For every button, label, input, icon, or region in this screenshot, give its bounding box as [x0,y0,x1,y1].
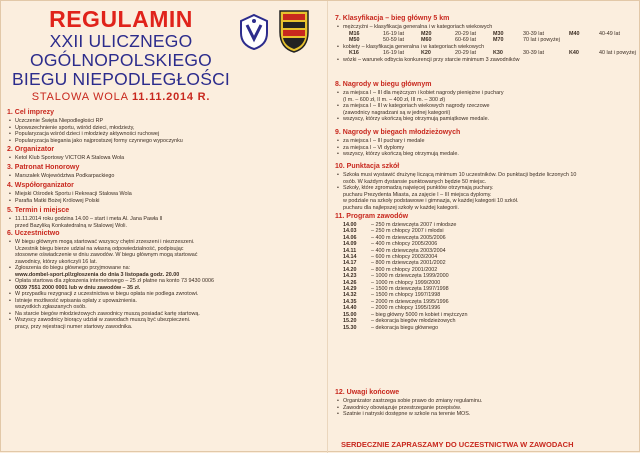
list-item-continuation: wszystkich zgłaszanych osób. [15,304,87,310]
schedule-time: 14.26 [343,279,357,286]
list-item-continuation: osób. W każdym dystansie punktowanych będzie 50 miejsc. [343,178,487,185]
section-heading: 10. Punktacja szkół [335,163,400,170]
list-item-continuation: pucharu dla najlepszej szkoły w każdej kategorii. [343,204,459,211]
section-goal [7,109,325,144]
section-final-notes [335,389,637,418]
section-heading: 7. Klasyfikacja – bieg główny 5 km [335,15,450,22]
list-item: • Popularyzacja biegania jako najprostszej formy czynnego wypoczynku [15,138,325,145]
section-school-scoring [335,163,637,211]
list-item: • W biegu głównym mogą startować wszyscy chętni zrzeszeni i niezrzeszeni. [15,239,325,246]
subtitle-line-3: BIEGU NIEPODLEGŁOŚCI [12,69,230,89]
schedule-time: 14.29 [343,286,357,293]
schedule-event: – 250 m chłopcy 2007 i młodsi [371,228,444,235]
list-item: • 11.11.2014 roku godzina 14.00 – start i meta Al. Jana Pawła II [15,216,325,223]
list-item: • wszyscy, którzy ukończą bieg otrzymują medale. [343,151,637,158]
city-coat-of-arms-icon [277,8,311,54]
schedule-event: – 2000 m dziewczęta 1995/1996 [371,298,449,305]
schedule-event: – 2000 m chłopcy 1995/1996 [371,305,441,312]
schedule-time: 14.09 [343,241,357,248]
schedule-time: 14.35 [343,298,357,305]
club-emblem-icon [239,13,269,51]
section-schedule [335,213,637,331]
category-row: K16 16-19 lat K20 20-29 lat K30 30-39 lat K40 40 lat i powyżej [349,50,636,56]
list-item: • Szkoły, które zgromadzą najwięcej punktów otrzymają puchary. [343,185,637,192]
place-date [1,91,241,103]
list-item: • Ketol Klub Sportowy VICTOR A Stalowa Wola [15,155,325,162]
list-item-continuation: (zawodnicy nagradzani są w jednej kategorii) [343,109,451,116]
list-item: • Organizator zastrzega sobie prawo do zmiany regulaminu. [343,398,637,405]
place: STALOWA WOLA [31,91,129,103]
list-item: • wszyscy, którzy ukończą bieg otrzymują pamiątkowe medale. [343,116,637,123]
section-main-prizes [335,81,637,123]
section-heading: 4. Współorganizator [7,182,74,189]
schedule-event: – 1500 m dziewczęta 1997/1998 [371,286,449,293]
list-item: • Wszyscy zawodnicy biorący udział w zawodach muszą być ubezpieczeni. [15,317,325,324]
schedule-event: – 1000 m chłopcy 1999/2000 [371,279,441,286]
list-item: • za miejsca I – VI dyplomy [343,145,637,152]
page-title: REGULAMIN [49,6,193,32]
section-classification [335,15,637,63]
schedule-event: – dekoracja biegów młodzieżowych [371,318,456,325]
list-item: • Zgłoszenia do biegu głównego przyjmowane na: [15,265,325,272]
category-row: M50 50-59 lat M60 60-69 lat M70 70 lat i powyżej [349,37,560,43]
subtitle-line-1: XXII ULICZNEGO [49,31,193,51]
section-heading: 3. Patronat Honorowy [7,164,80,171]
schedule-event: – 1500 m chłopcy 1997/1998 [371,292,441,299]
section-co-organizer [7,182,325,204]
section-heading: 1. Cel imprezy [7,109,55,116]
list-item: • Szatnie i natryski dostępne w szkole na terenie MOS. [343,411,637,418]
list-item-continuation: przed Bazyliką Konkatedralną w Stalowej Woli. [15,222,127,229]
schedule-event: – bieg główny 5000 m kobiet i mężczyzn [371,311,468,318]
list-item: • za miejsca I – III w kategoriach wiekowych nagrody rzeczowe [343,103,637,110]
schedule-time: 14.20 [343,266,357,273]
list-item-continuation: www.dombel-sport.pl/zgłoszenia do dnia 3 listopada godz. 20.00 [15,271,180,278]
list-item: • Opłata startowa dla zgłoszenia internetowego – 25 zł płatne na konto 73 9430 0006 [15,278,325,285]
list-item-continuation: stosowne oświadczenie w dniu zawodów. W biegu głównym mogą startować [15,252,198,258]
list-item-continuation: pucharu Prezydenta Miasta, za zajęcie I – III miejsca dyplomy. [343,191,492,198]
schedule-event: – dekoracja biegu głównego [371,324,439,331]
list-item: • Marszałek Województwa Podkarpackiego [15,173,325,180]
section-participation [7,230,325,330]
schedule-time: 15.20 [343,318,357,325]
schedule-time: 14.11 [343,247,357,254]
list-item: • Istnieje możliwość wpisania opłaty z upoważnienia. [15,298,325,305]
list-item: • kobiety – klasyfikacja generalna i w kategoriach wiekowych [343,44,637,51]
schedule-event: – 1000 m dziewczęta 1999/2000 [371,273,449,280]
list-item-continuation: 0039 7551 2000 0001 lub w dniu zawodów – 35 zł. [15,284,141,291]
list-item: • Popularyzacja wśród dzieci i młodzieży aktywności ruchowej [15,131,325,138]
section-organizer [7,146,325,162]
schedule-event: – 250 m dziewczęta 2007 i młodsze [371,222,457,228]
schedule-time: 15.00 [343,311,357,318]
list-item: • Szkoła musi wystawić drużynę liczącą minimum 10 uczestników. Do punktacji będzie liczonych 10 [343,172,637,179]
list-item: • wózki – warunek odbycia konkurencji przy starcie minimum 3 zawodników [343,57,637,64]
list-item-continuation: zawodnicy, którzy ukończyli 16 lat. [15,258,97,265]
list-item: • za miejsca I – III dla mężczyzn i kobiet nagrody pieniężne i puchary [343,90,637,97]
list-item-continuation: pracy, przy rejestracji numer startowy zawodnika. [15,323,133,330]
list-item: • za miejsca I – III puchary i medale [343,138,637,145]
section-heading: 6. Uczestnictwo [7,230,60,237]
schedule-time: 14.14 [343,254,357,261]
category-row: M16 16-19 lat M20 20-29 lat M30 30-39 lat M40 40-49 lat [349,30,620,37]
schedule-event: – 400 m dziewczęta 2003/2004 [371,247,446,254]
list-item: • Uczczenie Święta Niepodległości RP [15,118,325,125]
list-item: • Zawodnicy obowiązuje przestrzeganie przepisów. [343,405,637,412]
section-heading: 11. Program zawodów [335,213,409,220]
list-item: • W przypadku rezygnacji z uczestnictwa w biegu opłata nie podlega zwrotowi. [15,291,325,298]
section-date-place [7,207,325,229]
section-patronage [7,164,325,180]
schedule-list [335,222,637,331]
schedule-row [343,325,637,331]
list-item: • Na starcie biegów młodzieżowych zawodnicy muszą posiadać kartę startową. [15,311,325,318]
section-heading: 2. Organizator [7,146,55,153]
invitation-footer: SERDECZNIE ZAPRASZAMY DO UCZESTNICTWA W ZAWODACH [341,440,574,449]
schedule-time: 14.06 [343,234,357,241]
fold-line [327,1,328,453]
list-item-continuation: Uczestnik biegu bierze udział na własną odpowiedzialność, podpisując [15,245,184,252]
section-heading: 12. Uwagi końcowe [335,389,400,396]
schedule-time: 14.32 [343,292,357,299]
list-item: • Parafia Matki Bożej Królowej Polski [15,198,325,205]
date: 11.11.2014 R. [131,91,211,103]
list-item: • Miejski Ośrodek Sportu i Rekreacji Stalowa Wola [15,191,325,198]
schedule-time: 14.03 [343,228,357,235]
list-item-continuation: w podziale na szkoły podstawowe i gimnazja, w każdej kategorii 10 szkół. [343,198,519,204]
schedule-event: – 800 m dziewczęta 2001/2002 [371,260,446,267]
list-item-continuation: (I m. – 600 zł, II m. – 400 zł, III m. – 300 zł) [343,96,446,103]
section-heading: 8. Nagrody w biegu głównym [335,81,432,88]
schedule-event: – 400 m dziewczęta 2005/2006 [371,234,446,241]
schedule-time: 14.17 [343,260,357,267]
section-heading: 5. Termin i miejsce [7,207,70,214]
schedule-event: – 400 m chłopcy 2005/2006 [371,241,438,248]
section-youth-prizes [335,129,637,158]
schedule-time: 14.00 [343,222,357,228]
list-item: • mężczyźni – klasyfikacja generalna i w kategoriach wiekowych [343,24,637,31]
schedule-event: – 600 m chłopcy 2003/2004 [371,254,438,261]
subtitle-line-2: OGÓLNOPOLSKIEGO [30,50,212,70]
section-heading: 9. Nagrody w biegach młodzieżowych [335,129,461,136]
list-item: • Upowszechnienie sportu, wśród dzieci, młodzieży, [15,125,325,132]
schedule-event: – 800 m chłopcy 2001/2002 [371,266,438,273]
schedule-time: 14.40 [343,305,357,312]
schedule-time: 14.23 [343,273,357,280]
schedule-time: 15.30 [343,324,357,331]
